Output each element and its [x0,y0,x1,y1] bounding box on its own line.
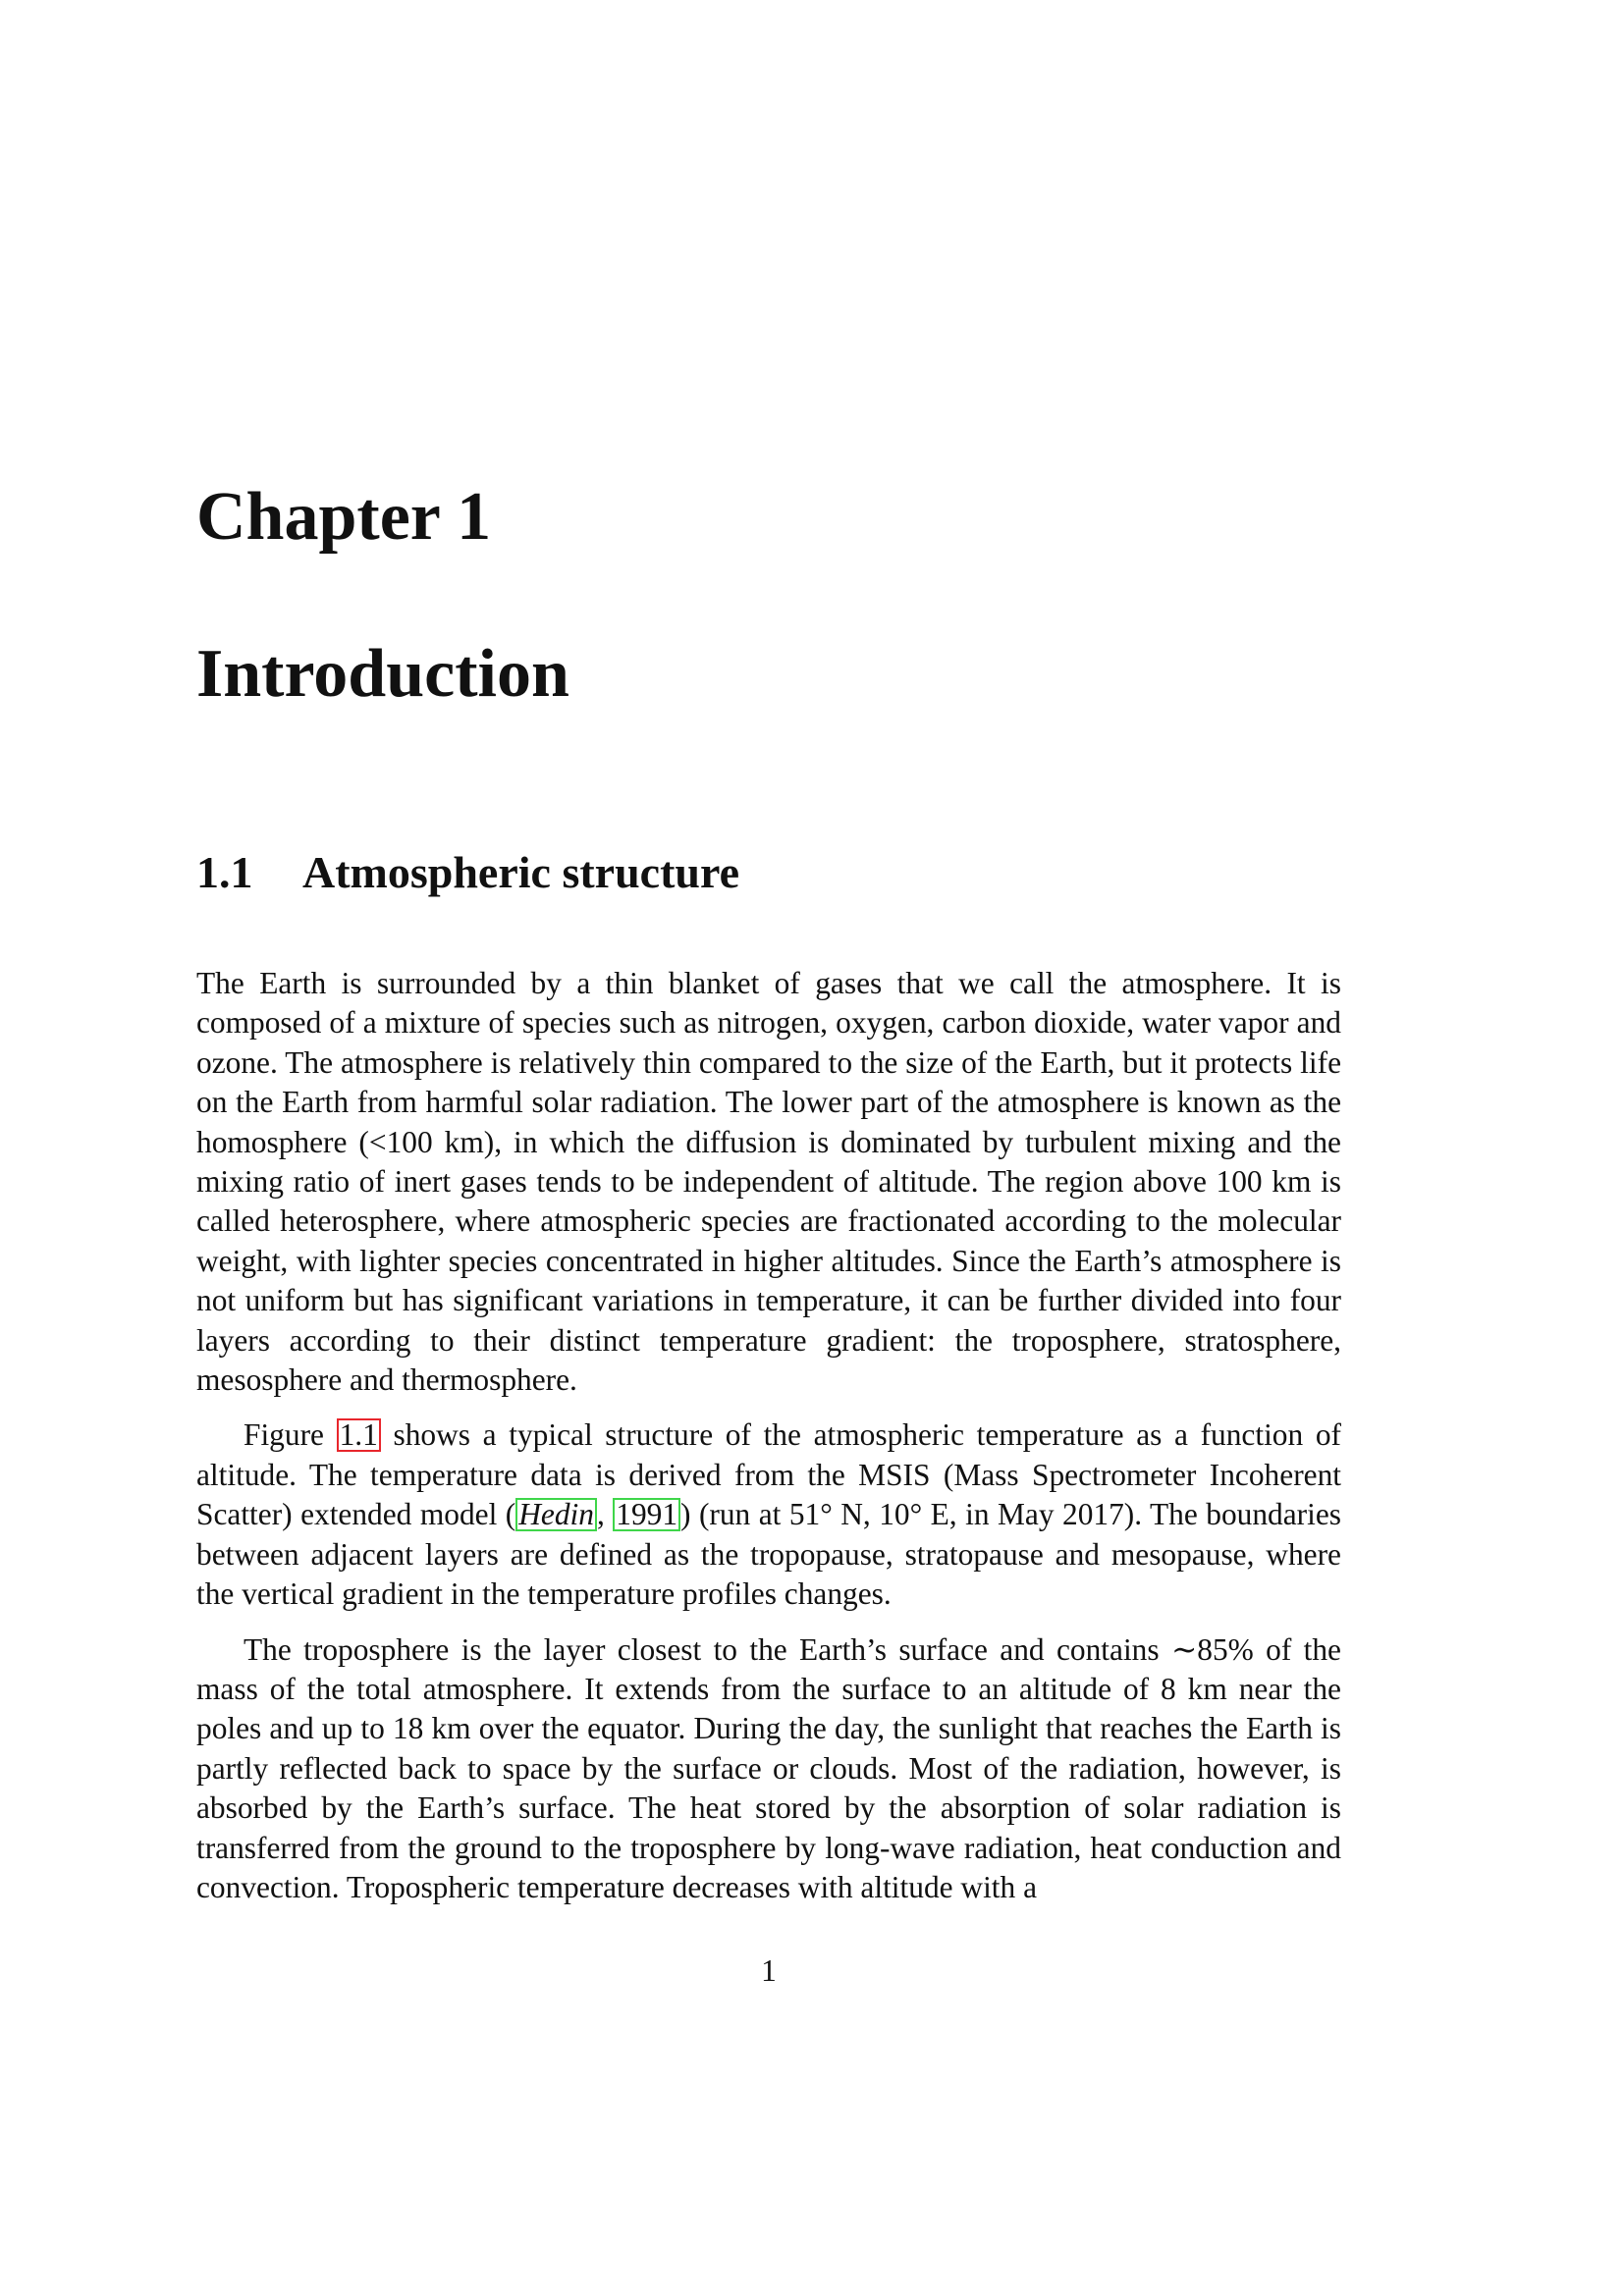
paragraph-2 [196,1415,1341,1614]
paragraph-3: The troposphere is the layer closest to the Earth’s surface and contains ∼85% of the mass of the total atmosphere. It extends from the surface to an altitude of 8 km near the poles and up to 18 km over the equator. During the day, the sunlight that reaches the Earth is partly reflected back to space by the surface or clouds. Most of the radiation, however, is absorbed by the Earth’s surface. The heat stored by the absorption of solar radiation is transferred from the ground to the troposphere by long-wave radiation, heat conduction and convection. Tropospheric temperature decreases with altitude with a [196,1631,1341,1904]
chapter-title: Introduction [196,636,569,712]
section-title: Atmospheric structure [302,847,739,897]
section-heading [196,847,739,897]
body-text [196,964,1341,1923]
citation-year-link[interactable]: 1991 [613,1498,680,1531]
paragraph-2-text-b: shows a typical structure of the atmospheric temperature as a function of altitude. The temperature data is derived from the MSIS (Mass Spectrometer Incoherent Scatter) extended model ( [196,1417,1341,1532]
chapter-label: Chapter 1 [196,479,492,555]
paragraph-2-text-a: Figure [244,1417,337,1453]
citation-separator: , [596,1497,614,1532]
section-number: 1.1 [196,847,253,897]
figure-reference-link[interactable]: 1.1 [337,1418,381,1452]
paragraph-1: The Earth is surrounded by a thin blanket of gases that we call the atmosphere. It is composed of a mixture of species such as nitrogen, oxygen, carbon dioxide, water vapor and ozone. The atmosphere is relatively thin compared to the size of the Earth, but it protects life on the Earth from harmful solar radiation. The lower part of the atmosphere is known as the homosphere (<100 km), in which the diffusion is dominated by turbulent mixing and the mixing ratio of inert gases tends to be independent of altitude. The region above 100 km is called heterosphere, where atmospheric species are fractionated according to the molecular weight, with lighter species concentrated in higher altitudes. Since the Earth’s atmosphere is not uniform but has significant variations in temperature, it can be further divided into four layers according to their distinct temperature gradient: the troposphere, stratosphere, mesosphere and thermosphere. [196,966,1341,1398]
citation-author-link[interactable]: Hedin [515,1498,597,1531]
paragraph-2-text-c: ) (run at 51° N, 10° E, in May 2017). The boundaries between adjacent layers are defined as the tropopause, stratopause and mesopause, where the vertical gradient in the temperature profiles changes. [196,1497,1341,1612]
document-page [196,0,1341,2296]
page-number: 1 [761,1953,777,1988]
